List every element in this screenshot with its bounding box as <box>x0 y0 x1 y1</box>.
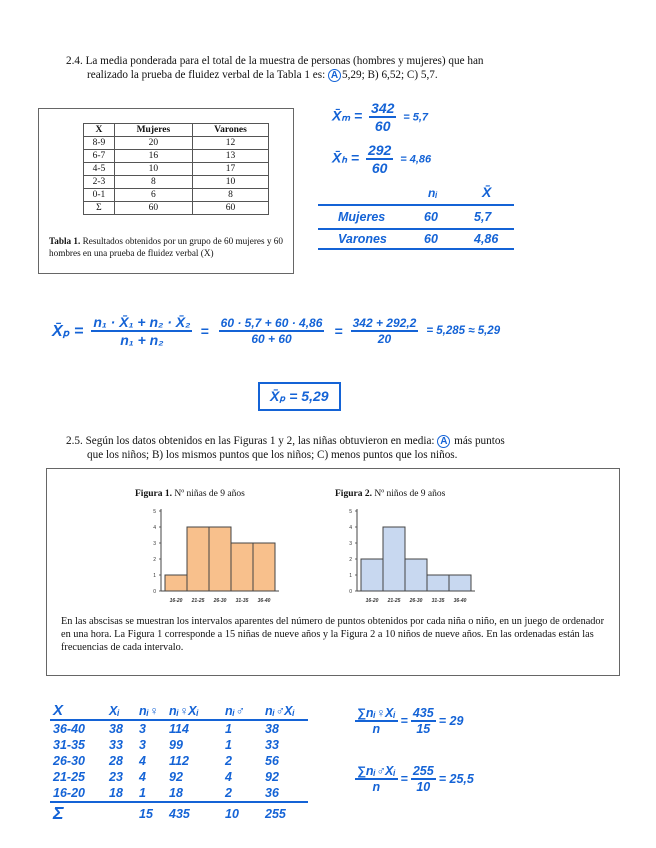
table-cell: Σ <box>84 202 115 215</box>
table-cell: 26-30 <box>53 754 85 768</box>
denominator: 60 <box>374 118 391 134</box>
table-cell: 20 <box>114 137 192 150</box>
table-cell: 36-40 <box>53 722 85 736</box>
denominator: 10 <box>416 780 431 794</box>
table-cell: 38 <box>109 722 123 736</box>
histogram-bar <box>209 527 231 591</box>
y-tick-label: 5 <box>153 508 156 515</box>
table-cell: 12 <box>192 137 268 150</box>
table-cell: 60 <box>192 202 268 215</box>
table-row <box>50 753 308 769</box>
table-cell: 21-25 <box>53 770 85 784</box>
hw-fraction <box>369 100 396 134</box>
figures-caption: En las abscisas se muestran los intervalos aparentes del número de puntos obtenidos por cada niña o niño, en un juego de ordenador en una hora. La Figura 1 corresponde a 15 niñas de nueve años y la Figura 2 a 10 niños de nueve años. En las ordenadas están las frecuencias de cada intervalo. <box>61 616 605 653</box>
table-cell: 10 <box>192 176 268 189</box>
table-cell: Σ <box>50 802 106 824</box>
x-tick-label: 36-40 <box>257 598 271 604</box>
circled-answer: A <box>437 435 450 448</box>
question-text: La media ponderada para el total de la muestra de personas (hombres y mujeres) que han <box>85 55 484 67</box>
table-header: X <box>50 702 106 720</box>
x-tick-label: 16-20 <box>365 598 379 604</box>
table-cell: 13 <box>192 150 268 163</box>
table-cell <box>106 802 136 824</box>
question-text: que los niños; B) los mismos puntos que los niños; C) menos puntos que los niños. <box>87 449 458 461</box>
table-row <box>50 737 308 753</box>
x-tick-label: 16-20 <box>169 598 183 604</box>
table-cell: 8 <box>114 176 192 189</box>
figures-box <box>46 468 620 676</box>
table-cell: 36 <box>265 786 279 800</box>
numerator: 292 <box>367 142 392 158</box>
figure-title-text: Nº niños de 9 años <box>374 489 446 499</box>
hw-col-x: X̄ <box>482 184 492 200</box>
hw-mean-girls <box>352 706 463 736</box>
table-cell: 6-7 <box>84 150 115 163</box>
histogram-bar <box>187 527 209 591</box>
histogram-bar <box>165 575 187 591</box>
boxed-result: X̄ₚ = 5,29 <box>258 382 341 411</box>
table-row <box>84 137 269 150</box>
equals: = <box>334 323 343 339</box>
table-cell: 2-3 <box>84 176 115 189</box>
table-header: X <box>84 124 115 137</box>
hw-fraction <box>355 706 398 736</box>
x-tick-label: 36-40 <box>453 598 467 604</box>
hw-cell: 60 <box>424 210 438 224</box>
table-cell: 60 <box>114 202 192 215</box>
table-1-caption <box>49 235 285 259</box>
caption-label: Tabla 1. <box>49 236 81 246</box>
x-tick-label: 21-25 <box>191 598 205 604</box>
hw-fraction <box>355 764 398 794</box>
y-tick-label: 3 <box>153 540 156 547</box>
table-cell: 1 <box>139 786 146 800</box>
table-row <box>50 769 308 785</box>
numerator: 342 <box>371 100 395 116</box>
x-tick-label: 26-30 <box>213 598 227 604</box>
hw-result: = 29 <box>438 714 464 728</box>
table-cell: 3 <box>139 722 146 736</box>
table-cell: 2 <box>225 754 232 768</box>
histogram-bar <box>405 559 427 591</box>
hw-mean-women <box>332 100 428 134</box>
figure-2-chart <box>343 505 493 613</box>
numerator: 255 <box>412 764 434 778</box>
question-text: realizado la prueba de fluidez verbal de la Tabla 1 es: <box>87 69 326 81</box>
figure-label: Figura 1. <box>135 489 172 499</box>
numerator: n₁ · X̄₁ + n₂ · X̄₂ <box>93 314 191 330</box>
circled-answer: A <box>328 69 341 82</box>
table-row <box>50 720 308 737</box>
table-cell: 114 <box>169 722 189 736</box>
totals-row <box>50 802 308 824</box>
table-cell: 2 <box>225 786 232 800</box>
frequency-table <box>50 702 308 824</box>
figure-label: Figura 2. <box>335 489 372 499</box>
table-header: Mujeres <box>114 124 192 137</box>
table-cell: 4 <box>139 770 146 784</box>
table-cell: 15 <box>136 802 166 824</box>
x-tick-label: 31-35 <box>431 598 445 604</box>
table-cell: 435 <box>166 802 222 824</box>
question-2-5 <box>66 434 626 462</box>
table-row <box>50 785 308 802</box>
weighted-mean-formula <box>52 314 500 348</box>
numerator: ∑nᵢ♀Xᵢ <box>357 706 396 720</box>
hw-cell: Varones <box>338 232 387 246</box>
x-tick-label: 26-30 <box>409 598 423 604</box>
table-1 <box>83 123 269 215</box>
y-tick-label: 2 <box>153 556 156 563</box>
table-cell: 10 <box>114 163 192 176</box>
table-cell: 18 <box>169 786 183 800</box>
histogram-bar <box>361 559 383 591</box>
table-header: nᵢ♀ <box>136 702 166 720</box>
y-tick-label: 4 <box>349 524 352 531</box>
denominator: 15 <box>416 722 431 736</box>
formula-fraction-1 <box>91 314 192 348</box>
table-cell: 1 <box>225 722 232 736</box>
caption-text: Resultados obtenidos por un grupo de 60 mujeres y 60 hombres en una prueba de fluidez verbal (X) <box>49 236 283 258</box>
denominator: 60 <box>371 160 388 176</box>
hw-result: = 5,7 <box>403 111 429 124</box>
table-cell: 28 <box>109 754 123 768</box>
hw-mean-men <box>332 142 431 176</box>
histogram-bar <box>253 543 275 591</box>
table-header: nᵢ♂ <box>222 702 262 720</box>
frequency-table-wrap <box>50 702 308 824</box>
table-cell: 17 <box>192 163 268 176</box>
answer-options: 5,29; B) 6,52; C) 5,7. <box>341 69 438 81</box>
table-row <box>84 189 269 202</box>
table-header: nᵢ♂Xᵢ <box>262 702 308 720</box>
hw-result: = 25,5 <box>438 772 474 786</box>
formula-result: = 5,285 ≈ 5,29 <box>426 325 501 337</box>
table-row <box>84 202 269 215</box>
hw-fraction <box>411 764 436 794</box>
table-cell: 8-9 <box>84 137 115 150</box>
table-cell: 92 <box>265 770 279 784</box>
hw-col-n: nᵢ <box>428 186 438 200</box>
numerator: 342 + 292,2 <box>352 316 417 330</box>
table-cell: 4 <box>139 754 146 768</box>
formula-fraction-2 <box>219 316 325 346</box>
table-cell: 112 <box>169 754 189 768</box>
table-cell: 0-1 <box>84 189 115 202</box>
denominator: n <box>372 780 381 794</box>
formula-fraction-3 <box>351 316 419 346</box>
table-row <box>84 163 269 176</box>
equals: = <box>400 714 408 728</box>
hw-label: X̄ₕ = <box>332 149 360 166</box>
question-text: más puntos <box>454 435 505 447</box>
table-cell: 4 <box>225 770 232 784</box>
hw-cell: 5,7 <box>474 210 492 224</box>
question-number: 2.5. <box>66 435 83 447</box>
y-tick-label: 3 <box>349 540 352 547</box>
denominator: n₁ + n₂ <box>120 332 164 348</box>
hw-rule <box>318 204 514 206</box>
hw-row-women <box>338 210 491 224</box>
hw-fraction <box>366 142 393 176</box>
hw-rule <box>318 228 514 230</box>
hw-cell: 4,86 <box>474 232 499 246</box>
table-cell: 92 <box>169 770 183 784</box>
hw-label: X̄ₘ = <box>332 107 363 124</box>
table-cell: 23 <box>109 770 123 784</box>
table-cell: 38 <box>265 722 279 736</box>
table-cell: 10 <box>222 802 262 824</box>
table-cell: 255 <box>262 802 308 824</box>
y-tick-label: 5 <box>349 508 352 515</box>
histogram-bar <box>427 575 449 591</box>
table-header: Xᵢ <box>106 702 136 720</box>
table-cell: 56 <box>265 754 279 768</box>
hw-cell: 60 <box>424 232 438 246</box>
table-cell: 8 <box>192 189 268 202</box>
table-cell: 1 <box>225 738 232 752</box>
table-cell: 33 <box>265 738 279 752</box>
table-1-box <box>38 108 294 274</box>
y-tick-label: 4 <box>153 524 156 531</box>
formula-lhs: X̄ₚ = <box>52 323 84 340</box>
histogram-bar <box>231 543 253 591</box>
table-cell: 6 <box>114 189 192 202</box>
figure-title-text: Nº niñas de 9 años <box>174 489 245 499</box>
table-cell: 4-5 <box>84 163 115 176</box>
hw-cell: Mujeres <box>338 210 386 224</box>
numerator: ∑nᵢ♂Xᵢ <box>357 764 396 778</box>
table-cell: 18 <box>109 786 123 800</box>
figure-1-chart <box>145 505 305 613</box>
question-text: Según los datos obtenidos en las Figuras 1 y 2, las niñas obtuvieron en media: <box>85 435 435 447</box>
y-tick-label: 2 <box>349 556 352 563</box>
numerator: 435 <box>412 706 434 720</box>
table-header: nᵢ♀Xᵢ <box>166 702 222 720</box>
figure-1-title <box>135 489 245 499</box>
denominator: n <box>372 722 381 736</box>
hw-rule <box>318 248 514 250</box>
hw-mean-boys <box>352 764 474 794</box>
x-tick-label: 21-25 <box>387 598 401 604</box>
equals: = <box>200 323 209 339</box>
table-cell: 99 <box>169 738 183 752</box>
question-number: 2.4. <box>66 55 83 67</box>
hw-result: = 4,86 <box>400 153 432 166</box>
numerator: 60 · 5,7 + 60 · 4,86 <box>220 316 323 330</box>
denominator: 20 <box>377 332 392 346</box>
denominator: 60 + 60 <box>251 332 292 346</box>
figure-2-title <box>335 489 445 499</box>
table-cell: 3 <box>139 738 146 752</box>
table-header: Varones <box>192 124 268 137</box>
table-row <box>84 176 269 189</box>
y-tick-label: 0 <box>349 588 352 595</box>
y-tick-label: 1 <box>153 572 156 579</box>
y-tick-label: 1 <box>349 572 352 579</box>
histogram-bar <box>449 575 471 591</box>
table-row <box>84 150 269 163</box>
equals: = <box>400 772 408 786</box>
y-tick-label: 0 <box>153 588 156 595</box>
table-cell: 16 <box>114 150 192 163</box>
table-cell: 33 <box>109 738 123 752</box>
table-cell: 16-20 <box>53 786 85 800</box>
x-tick-label: 31-35 <box>235 598 249 604</box>
histogram-bar <box>383 527 405 591</box>
table-cell: 31-35 <box>53 738 85 752</box>
hw-row-men <box>338 232 498 246</box>
hw-fraction <box>411 706 436 736</box>
question-2-4 <box>66 54 626 82</box>
